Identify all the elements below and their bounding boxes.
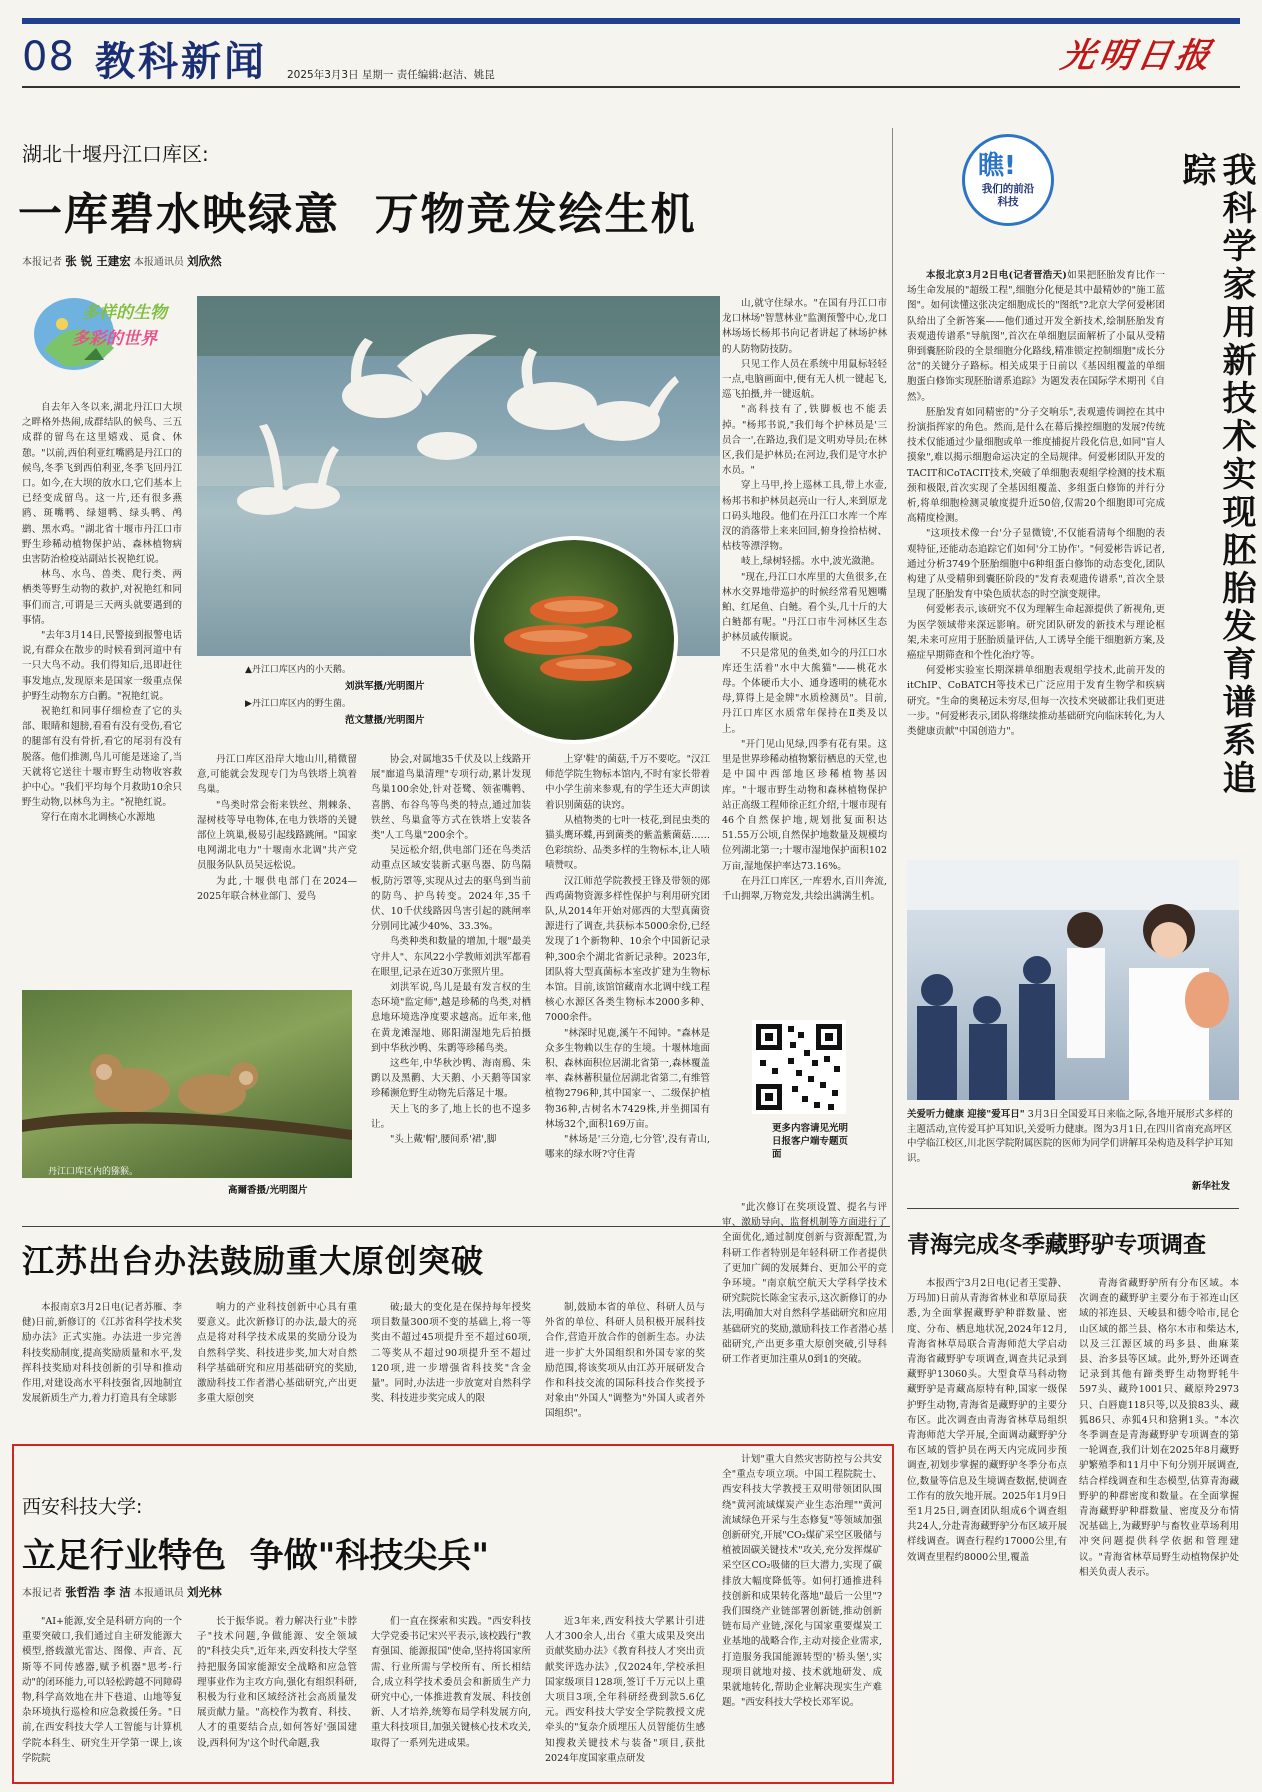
paragraph: 何爱彬实验室长期深耕单细胞表观组学技术,此前开发的itChIP、CoBATCH等技术已广泛应用于发育生物学和疾病研究。"生命的奥秘远未穷尽,但每一次技术突破都让我们更进一步。"何爱彬表示,团队将继续推动基础研究向临床转化,为人类健康贡献"中国创造力"。 (907, 665, 1165, 738)
monkey-illustration (22, 990, 352, 1178)
paragraph (907, 268, 1165, 405)
xian-column-5 (722, 1452, 882, 1774)
paragraph: 何爱彬表示,该研究不仅为理解生命起源提供了新视角,更为医学领域带来深远影响。研究团队研发的新技术与理论框架,未来可应用于胚胎质量评估,人工诱导全能干细胞新方案,及癌症早期筛查和个性化治疗等。 (907, 604, 1165, 662)
xian-headline: 立足行业特色 争做"科技尖兵" (22, 1536, 490, 1576)
correspondent: 刘欣然 (187, 254, 222, 268)
byline-mid: 本报通讯员 (133, 257, 184, 268)
fungus-photo (470, 536, 678, 744)
xian-byline (22, 1584, 222, 1600)
badge-small: 我们的前沿科技 (981, 183, 1035, 208)
lead-column-2 (197, 752, 357, 917)
xian-column-2 (197, 1614, 357, 1774)
header-rule (22, 86, 1240, 88)
paragraph: 吴远松介绍,供电部门还在鸟类活动重点区域安装新式驱鸟器、防鸟隔板,防污罩等,实现从过去的驱鸟到当前的防鸟、护鸟转变。2024年,35千伏、10千伏线路因鸟害引起的跳闸率分别同比减少40%、33.3%。 (371, 845, 531, 933)
paragraph: 不只是常见的鱼类,如今的丹江口水库还生活着"水中大熊猫"——桃花水母。个体硬币大小、通身透明的桃花水母,算得上是金牌"水质检测员"。目前,丹江口库区水质常年保持在Ⅱ类及以上。 (722, 647, 887, 735)
qinghai-column-2 (1079, 1276, 1239, 1781)
jiangsu-column-1 (22, 1300, 182, 1430)
paragraph: 穿行在南水北调核心水源地 (41, 812, 156, 824)
credit-swans: 刘洪军摄/光明图片 (345, 681, 425, 692)
jiangsu-headline: 江苏出台办法鼓励重大原创突破 (22, 1242, 485, 1280)
logo-line-2: 多彩的世界 (72, 329, 157, 349)
paragraph: 响力的产业科技创新中心具有重要意义。此次新修订的办法,最大的亮点是将对科学技术成果的奖励分设为自然科学奖、科技进步奖,加大对自然科学基础研究和应用基础研究的奖励,激励科技工作者潜心基础研究,产出更多重大原创突 (197, 1302, 357, 1405)
paragraph: 上穿'鞋'的菌菇,千万不要吃。"汉江师范学院生物标本馆内,不时有家长带着中小学生前来参观,有的学生还大声朗读着识别菌菇的诀窍。 (545, 754, 710, 811)
paragraph: "此次修订在奖项设置、提名与评审、激励导向、监督机制等方面进行了全面优化,通过制度创新与资源配置,为科研工作者特别是年轻科研工作者提供了更加广阔的发展舞台、更加公平的竞争环境。"南京航空航天大学科学技术研究院院长陈金宝表示,这次新修订的办法,明确加大对自然科学基础研究和应用基础研究的奖励,激励科技工作者潜心基础研究,产出更多重大原创突破,引导科研工作者更加注重从0到1的突破。 (722, 1202, 887, 1366)
paragraph: 近3年来,西安科技大学累计引进人才300余人,出台《重大成果及突出贡献奖励办法》《教育科技人才突出贡献奖评选办法》,仅2024年,学校承担国家级项目128项,签订千万元以上重大项目3项,全年科研经费到款5.6亿元。西安科技大学安全学院教授文虎牵头的"复杂介质埋压人员智能仿生感知搜救关键技术与装备"项目,获批2024年度国家重点研发 (545, 1616, 705, 1764)
paragraph: 从植物类的七叶一枝花,到昆虫类的猫头鹰环蝶,再到菌类的紫盖紫菌菇……色彩缤纷、品类多样的生物标本,让人啧啧赞叹。 (545, 814, 710, 872)
paragraph: "现在,丹江口水库里的大鱼很多,在林水交界地带巡护的时候经常看见翘嘴鲌、红尾鱼、白鲢。看个头,几十斤的大白鲢都有呢。"丹江口市牛河林区生态护林员戚传顺说。 (722, 571, 887, 644)
reporters: 张 锐 王建宏 (65, 254, 131, 268)
top-rule (22, 18, 1240, 24)
paragraph: "开门见山见绿,四季有花有果。这里是世界珍稀动植物繁衍栖息的天堂,也是中国中西部地区珍稀植物基因库。"十堰市野生动物和森林植物保护站正高级工程师徐正红介绍,十堰市现有46个自然保护地,规划批复面积达51.55万公顷,自然保护地数量及规模均位列湖北第一;十堰市湿地保护面积102万亩,湿地保护率达73.16%。 (722, 738, 887, 872)
lead-column-5 (722, 296, 887, 1011)
paragraph: "高科技有了,铁脚板也不能丢掉。"杨邦书说,"我们每个护林员是'三员合一',在路边,我们是文明劝导员;在林区,我们是护林员;在河边,我们是守水护水员。" (722, 404, 887, 477)
paragraph: "AI+能源,安全是科研方向的一个重要突破口,我们通过自主研发能源大模型,搭载激光雷达、图像、声音、瓦斯等不同传感器,赋予机器"思考-行动"的闭环能力,可以轻松跨越不同障碍物,科学高效地在井下巷道、山地等复杂环境执行巡检和应急救援任务。"日前,在西安科技大学人工智能与计算机学院本科生、研究生开学第一课上,该学院院 (22, 1616, 182, 1764)
qr-code[interactable] (752, 1020, 846, 1114)
paragraph: 制,鼓励本省的单位、科研人员与外省的单位、科研人员积极开展科技合作,营造开放合作的创新生态。办法进一步扩大外国组织和外国专家的奖励范围,将该奖项从由江苏开展研发合作和科技交流的国际科技合作奖授予对象由"外国人"调整为"外国人或者外国组织"。 (545, 1302, 705, 1420)
caption-monkey: 丹江口库区内的猕猴。 (48, 1167, 139, 1177)
lead-column-3 (371, 752, 531, 1174)
ear-day-caption (907, 1108, 1239, 1166)
qr-code-icon (752, 1020, 846, 1114)
paragraph: 刘洪军说,鸟儿是最有发言权的生态环境"监定师",越是珍稀的鸟类,对栖息地环境选净度要求越高。近年来,他在黄龙滩湿地、郧阳湖湿地先后拍摄到中华秋沙鸭、朱鹮等珍稀鸟类。 (371, 982, 531, 1054)
paragraph: "鸟类时常会衔来铁丝、荆棘条、湿树枝等导电物体,在电力铁塔的关键部位上筑巢,极易引起线路跳闸。"国家电网湖北电力"十堰南水北调"共产党员服务队队员吴远松说。 (197, 799, 357, 872)
paragraph: 穿上马甲,拎上巡林工具,带上水壶,杨邦书和护林员赵亮山一行人,来到原龙口码头地段。他们在丹江口水库一个库汊的消落带上来来回回,俯身捡拾枯树、枯枝等漂浮物。 (722, 480, 887, 553)
paragraph: 只见工作人员在系统中用鼠标轻轻一点,电脑画面中,便有无人机一键起飞,巡飞拍摄,并一键返航。 (722, 358, 887, 401)
caption-swans: ▲丹江口库区内的小天鹅。 (245, 665, 351, 675)
paragraph: 这些年,中华秋沙鸭、海南鳽、朱鹮以及黑鹳、大天鹅、小天鹅等国家珍稀濒危野生动物先后落足十堰。 (371, 1058, 531, 1100)
paragraph: 长于振华说。着力解决行业"卡脖子"技术问题,争做能源、安全领域的"科技尖兵",近年来,西安科技大学坚持把服务国家能源安全战略和应急管理事业作为主攻方向,强化有组织科研,积极为行业和区域经济社会高质量发展贡献力量。"高校作为教育、科技、人才的重要结合点,如何答好'强国建设,西科何为'这个时代命题,我 (197, 1616, 357, 1749)
paragraph: 山,就守住绿水。"在国有丹江口市龙口林场"智慧林业"监测预警中心,龙口林场场长杨邦书向记者讲起了林场护林的人防物防技防。 (722, 298, 887, 355)
sidebar-body (907, 268, 1165, 833)
paragraph: 天上飞的多了,地上长的也不遑多让。 (371, 1103, 531, 1130)
byline-prefix: 本报记者 (22, 1588, 62, 1599)
paragraph: 汉江师范学院教授王锋及带领的郧西鸡菌物资源多样性保护与利用研究团队,从2014年开始对郧西的大型真菌资源进行了调查,共获标本5000余份,已经发现了1个新物种、10余个中国新记录种,300余个湖北省新记录种。2023年,团队将大型真菌标本室改扩建为生物标本馆。目前,该馆馆藏南水北调中线工程核心水源区各类生物标本2000多种、7000余件。 (545, 875, 710, 1024)
paragraph: 丹江口库区沿岸大地山川,稍微留意,可能就会发现专门为鸟铁塔上筑着鸟巢。 (197, 754, 357, 796)
credit-fungus: 范文慧摄/光明图片 (345, 715, 425, 726)
paragraph: "林场是'三分造,七分管',没有青山,哪来的绿水呀?守住青 (545, 1134, 710, 1161)
credit-monkey: 高爾香摄/光明图片 (228, 1185, 308, 1196)
xian-column-1 (22, 1614, 182, 1774)
byline-prefix: 本报记者 (22, 257, 62, 268)
fungus-illustration (474, 540, 674, 740)
caption-fungus: ▶丹江口库区内的野生菌。 (245, 699, 351, 709)
paragraph: 在丹江口库区,一库碧水,百川奔流,千山拥翠,万物竞发,共绘出满满生机。 (722, 875, 887, 902)
xian-column-3 (371, 1614, 531, 1774)
paragraph: 岐上,绿树轻摇。水中,波光潋滟。 (741, 556, 881, 568)
section-title: 教科新闻 (95, 39, 267, 85)
xian-kicker: 西安科技大学: (22, 1496, 143, 1518)
paragraph: 本报南京3月2日电(记者苏雁、李健)日前,新修订的《江苏省科学技术奖励办法》正式实施。办法进一步完善科技奖励制度,提高奖励质量和水平,发挥科技奖励对科技创新的引导和推动作用,对建设高水平科技强省,因地制宜发展新质生产力,着力打造具有全球影 (22, 1302, 182, 1405)
paragraph-text: 如果把胚胎发育比作一场生命发展的"超级工程",细胞分化便是其中最精妙的"施工蓝图"。如何读懂这张决定细胞成长的"图纸"?北京大学何爱彬团队给出了全新答案——他们通过开发全新技术,绘制胚胎发育表观遗传谱系"导航图",首次在单细胞层面解析了小鼠从受精卵到囊胚阶段的全景细胞分化路线,精准锁定控制细胞"成长分岔"的关键分子路标。相关成果于日前以《基因组覆盖的单细胞蛋白修饰实现胚胎谱系追踪》为题发表在国际学术期刊《自然》。 (907, 270, 1165, 403)
badge-big: 瞧! (978, 151, 1016, 181)
paragraph: "这项技术像一台'分子显微镜',不仅能看清每个细胞的表观特征,还能动态追踪它们如何'分工协作'。"何爱彬告诉记者,通过分析3749个胚胎细胞中6种组蛋白修饰的动态变化,团队构建了从受精卵到囊胚阶段的"发育表观遗传谱系",首次全景呈现了胚胎发育中染色质状态的时空演变规律。 (907, 528, 1165, 601)
paragraph: 计划"重大自然灾害防控与公共安全"重点专项立项。中国工程院院士、西安科技大学教授王双明带领团队围绕"黄河流域煤炭产业生态治理""黄河流域绿色开采与生态修复"等领域加强创新研究,开展"CO₂煤矿采空区吸储与植被固碳关键技术"攻关,充分发挥煤矿采空区CO₂吸储的巨大潜力,实现了碳排放大幅度降低等。如何打通推进科技创新和成果转化落地"最后一公里"?我们围绕产业链部署创新链,推动创新链布局产业链,深化与国家重要煤炭工业基地的战略合作,主动对接企业需求,打造服务我国能源转型的'桥头堡',实现项目就地对接、技术就地研发、成果就地转化,帮助企业解决现实生产难题。"西安科技大学校长邓军说。 (722, 1454, 882, 1709)
masthead-logo: 光明日报 (1057, 36, 1217, 76)
lead-kicker: 湖北十堰丹江口库区: (22, 142, 209, 166)
paragraph: 们一直在探索和实践。"西安科技大学党委书记宋兴平表示,该校践行"教育强国、能源报国"使命,坚持将国家所需、行业所需与学校所有、所长相结合,成立科学技术委员会和新质生产力研究中心,一体推进教育发展、科技创新、人才培养,统筹布局学科发展方向,重大科技项目,加强关键核心技术攻关,取得了一系列先进成果。 (371, 1616, 531, 1749)
lead-headline: 一库碧水映绿意 万物竞发绘生机 (18, 189, 697, 240)
reporters: 张哲浩 李 洁 (65, 1585, 131, 1599)
logo-line-1: 多样的生物 (82, 303, 167, 323)
paragraph: 青海省藏野驴所有分布区域。本次调查的藏野驴主要分布于祁连山区域的祁连县、天峻县和德令哈市,昆仑山区域的都兰县、格尔木市和柴达木,以及三江源区域的玛多县、曲麻莱县、治多县等区域。此外,野外还调查记录到其他有蹄类野生动物野牦牛597头、藏羚1001只、藏原羚2973只、白唇鹿118只等,以及狼83头、藏狐86只、赤狐4只和猞猁1头。"本次冬季调查是青海藏野驴专项调查的第一轮调查,我们计划在2025年8月藏野驴繁殖季和11月中下旬分别开展调查,结合样线调查和生态模型,估算青海藏野驴的种群密度和数量。在全面掌握青海藏野驴种群数量、密度及分布情况基础上,为藏野驴与畜牧业草场利用冲突问题提供科学依据和管理建议。"青海省林草局野生动植物保护处相关负责人表示。 (1079, 1278, 1239, 1578)
jiangsu-column-4 (545, 1300, 705, 1430)
paragraph: 破;最大的变化是在保持每年授奖项目数量300项不变的基础上,将一等奖由不超过45项提升至不超过60项,二等奖从不超过90项提升至不超过120项,进一步增强省科技奖"含金量"。同时,办法进一步放宽对自然科学奖、科技进步奖完成人的限 (371, 1302, 531, 1405)
lead-byline (22, 253, 222, 269)
paragraph: 鸟类种类和数量的增加,十堰"最美守井人"、东风22小学教师刘洪军都看在眼里,记录在近30万张照片里。 (371, 936, 531, 978)
xian-column-4 (545, 1614, 705, 1774)
paragraph: 自去年入冬以来,湖北丹江口大坝之畔格外热闹,成群结队的候鸟、三五成群的留鸟在这里嬉戏、觅食、休憩。"以前,西伯利亚红嘴鸥是丹江口的候鸟,冬季飞到西伯利亚,冬季飞回丹江口。如今,在大坝的放水口,它们基本上已经变成留鸟。这一片,还有很多燕鸥、斑嘴鸭、绿翅鸭、绿头鸭、鸬鹚、黑水鸡。"湖北省十堰市丹江口市野生珍稀动植物保护站、森林植物病虫害防治检疫站副站长祝艳红说。 (22, 402, 182, 566)
dateline: 2025年3月3日 星期一 责任编辑:赵洁、姚昆 (287, 69, 495, 81)
paragraph: "去年3月14日,民警接到报警电话说,有群众在散步的时候看到河道中有一只大鸟不动。我们得知后,迅即赶往事发地点,发现原来是国家一级重点保护野生动物东方白鹳。"祝艳红说。 (22, 630, 182, 702)
qinghai-column-1 (907, 1276, 1067, 1781)
paragraph: 林鸟、水鸟、兽类、爬行类、两栖类等野生动物的救护,对祝艳红和同事们而言,可谓是三天两头就要遇到的事情。 (22, 569, 182, 626)
correspondent: 刘光林 (187, 1585, 222, 1599)
lead-column-4 (545, 752, 710, 1174)
paragraph: 协会,对属地35千伏及以上线路开展"廊道鸟巢清理"专项行动,累计发现鸟巢100余处,针对苍鹭、领雀嘴鹎、喜鹊、布谷鸟等鸟类的特点,通过加装铁丝、鸟巢盒等方式在铁塔上安装各类"人工鸟巢"200余个。 (371, 754, 531, 842)
ear-day-caption-title: 关爱听力健康 迎接"爱耳日" (907, 1109, 1025, 1120)
qinghai-headline: 青海完成冬季藏野驴专项调查 (907, 1231, 1206, 1258)
page-number: 08 (22, 34, 75, 80)
byline-mid: 本报通讯员 (133, 1588, 184, 1599)
paragraph: 为此,十堰供电部门在2024—2025年联合林业部门、爱鸟 (197, 875, 357, 902)
sidebar-dateline: 本报北京3月2日电(记者晋浩天) (926, 270, 1067, 281)
paragraph: "头上戴'帽',腰间系'裙',脚 (390, 1134, 497, 1146)
jiangsu-column-5 (722, 1200, 887, 1430)
qr-caption: 更多内容请见光明日报客户端专题页面 (772, 1123, 849, 1160)
ear-day-illustration (907, 860, 1239, 1100)
ear-day-credit: 新华社发 (1192, 1181, 1231, 1192)
lead-column-1 (22, 400, 182, 985)
biodiversity-logo (24, 290, 184, 382)
qinghai-top-rule (907, 1208, 1239, 1209)
sidebar-vertical-title: 我科学家用新技术实现胚胎发育谱系追踪 (1176, 152, 1256, 798)
column-divider (892, 128, 893, 1333)
paragraph: 本报西宁3月2日电(记者王雯静、万玛加)日前从青海省林业和草原局获悉,为全面掌握藏野驴种群数量、密度、分布、栖息地状况,2024年12月,青海省林草局联合青海师范大学启动青海省藏野驴专项调查,调查共记录到藏野驴13060头。大型食草马科动物藏野驴是青藏高原特有种,国家一级保护野生动物,青海省是藏野驴的主要分布区。此次调查由青海省林草局组织青海师范大学开展,全面调动藏野驴分布区域的管护员在两天内完成同步预调查,初划步掌握的藏野驴冬季分布点位,数量等信息及生境调查数据,使调查工作有的放矢地开展。2025年1月9日至1月25日,调查团队组成6个调查组共24人,分赴青海藏野驴分布区域开展样线调查。调查行程约17000公里,有效调查里程约8000公里,覆盖 (907, 1278, 1067, 1563)
monkey-photo (22, 990, 352, 1178)
paragraph: 胚胎发育如同精密的"分子交响乐",表观遗传调控在其中扮演指挥家的角色。然而,是什么在幕后操控细胞的发展?传统技术仅能通过少量细胞或单一维度捕捉片段化信息,如同"盲人摸象",难以揭示细胞命运决定的全局规律。何爱彬团队开发的TACIT和CoTACIT技术,突破了单细胞表观组学检测的技术瓶颈和极限,首次实现了全基因组覆盖、多组蛋白修饰的并行分析,将单细胞检测灵敏度提升近50倍,仅需20个细胞即可完成高精度检测。 (907, 406, 1165, 525)
ear-day-caption-text: 3月3日全国爱耳日来临之际,各地开展形式多样的主题活动,宣传爱耳护耳知识,关爱听力健康。图为3月1日,在四川省南充高坪区中学临江校区,川北医学院附属医院的医师为同学们讲解耳朵构造及科学护耳知识。 (907, 1109, 1234, 1164)
jiangsu-column-2 (197, 1300, 357, 1430)
paragraph: "林深时见鹿,溪午不闻钟。"森林是众多生物赖以生存的生境。十堰林地面积、森林面积位居湖北省第一,森林覆盖率、森林蓄积量位居湖北省第二,有维管植物2796种,其中国家一、二级保护植物36种,古树名木7429株,并坐拥国有林场32个,面积169万亩。 (545, 1027, 710, 1130)
frontier-badge (962, 134, 1054, 226)
paragraph: 祝艳红和同事仔细检查了它的头部、眼睛和翅膀,看看有没有受伤,看它的腿部有没有骨折,看它的尾羽有没有脱落。他们推测,鸟儿可能是迷途了,当天就将它送往十堰市野生动物收容救护中心。"我们平均每个月救助10余只野生动物,以林鸟为主。"祝艳红说。 (22, 706, 182, 809)
ear-day-photo (907, 860, 1239, 1100)
jiangsu-column-3 (371, 1300, 531, 1430)
